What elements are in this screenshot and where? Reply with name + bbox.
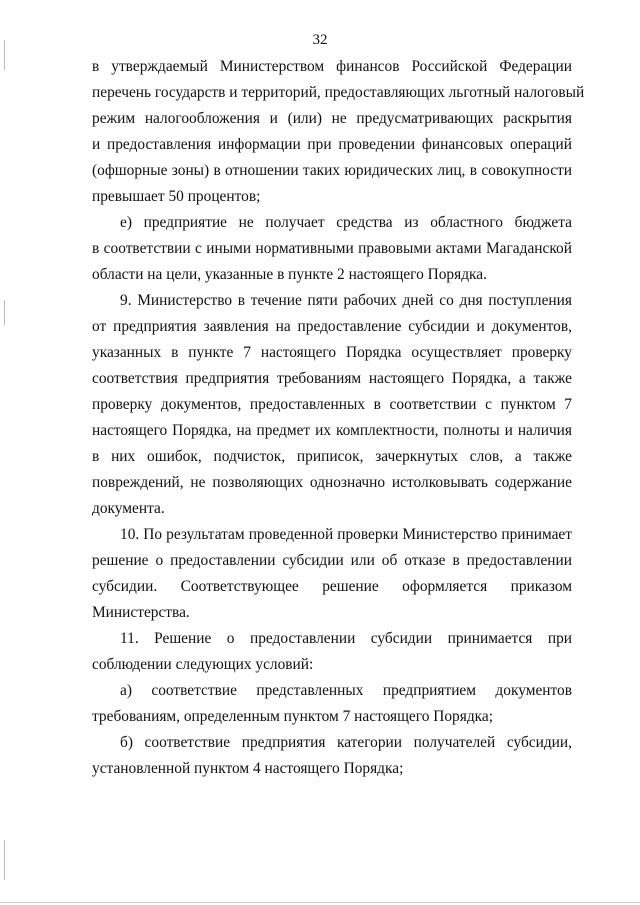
text-line: требованиям, определенным пунктом 7 настоящего Порядка; — [92, 708, 493, 725]
paragraph — [92, 626, 572, 678]
text-line: установленной пунктом 4 настоящего Порядка; — [92, 760, 404, 777]
text-line: соответствия предприятия требованиям настоящего Порядка, а также — [92, 370, 572, 387]
text-line: документа. — [92, 500, 165, 517]
text-line: повреждений, не позволяющих однозначно истолковывать содержание — [92, 474, 572, 491]
page-number: 32 — [312, 32, 328, 48]
text-line: субсидии. Соответствующее решение оформляется приказом — [92, 578, 572, 595]
text-line: е) предприятие не получает средства из областного бюджета — [120, 214, 572, 231]
text-line: а) соответствие представленных предприятием документов — [120, 682, 572, 699]
scan-edge-mark-mid — [4, 300, 5, 325]
text-line: Министерства. — [92, 604, 190, 621]
text-line: 9. Министерство в течение пяти рабочих дней со дня поступления — [120, 292, 572, 309]
text-line: перечень государств и территорий, предоставляющих льготный налоговый — [92, 84, 585, 101]
text-line: настоящего Порядка, на предмет их комплектности, полноты и наличия — [92, 422, 572, 439]
scan-edge-mark-low — [4, 840, 5, 880]
text-line: в них ошибок, подчисток, приписок, зачеркнутых слов, а также — [92, 448, 572, 465]
text-line: проверку документов, предоставленных в соответствии с пунктом 7 — [92, 396, 572, 413]
text-line: и предоставления информации при проведении финансовых операций — [92, 136, 572, 153]
text-line: в утверждаемый Министерством финансов Российской Федерации — [92, 58, 572, 75]
text-line: от предприятия заявления на предоставление субсидии и документов, — [92, 318, 572, 335]
text-line: б) соответствие предприятия категории получателей субсидии, — [120, 734, 572, 751]
scan-edge-mark-top — [4, 40, 5, 70]
text-line: решение о предоставлении субсидии или об отказе в предоставлении — [92, 552, 572, 569]
text-line: соблюдении следующих условий: — [92, 656, 314, 673]
paragraph — [92, 288, 572, 522]
text-line: 10. По результатам проведенной проверки Министерство принимает — [120, 526, 572, 543]
text-line: в соответствии с иными нормативными правовыми актами Магаданской — [92, 240, 572, 257]
text-line: превышает 50 процентов; — [92, 188, 261, 205]
paragraph — [92, 522, 572, 626]
text-line: (офшорные зоны) в отношении таких юридических лиц, в совокупности — [92, 162, 572, 179]
document-body — [92, 54, 585, 782]
text-line: режим налогообложения и (или) не предусматривающих раскрытия — [92, 110, 572, 127]
paragraph — [92, 730, 572, 782]
paragraph — [92, 210, 572, 288]
text-line: области на цели, указанные в пункте 2 настоящего Порядка. — [92, 266, 487, 283]
paragraph — [92, 54, 585, 210]
text-line: 11. Решение о предоставлении субсидии принимается при — [120, 630, 572, 647]
paragraph — [92, 678, 572, 730]
text-line: указанных в пункте 7 настоящего Порядка осуществляет проверку — [92, 344, 572, 361]
scan-bottom-edge — [0, 902, 640, 903]
